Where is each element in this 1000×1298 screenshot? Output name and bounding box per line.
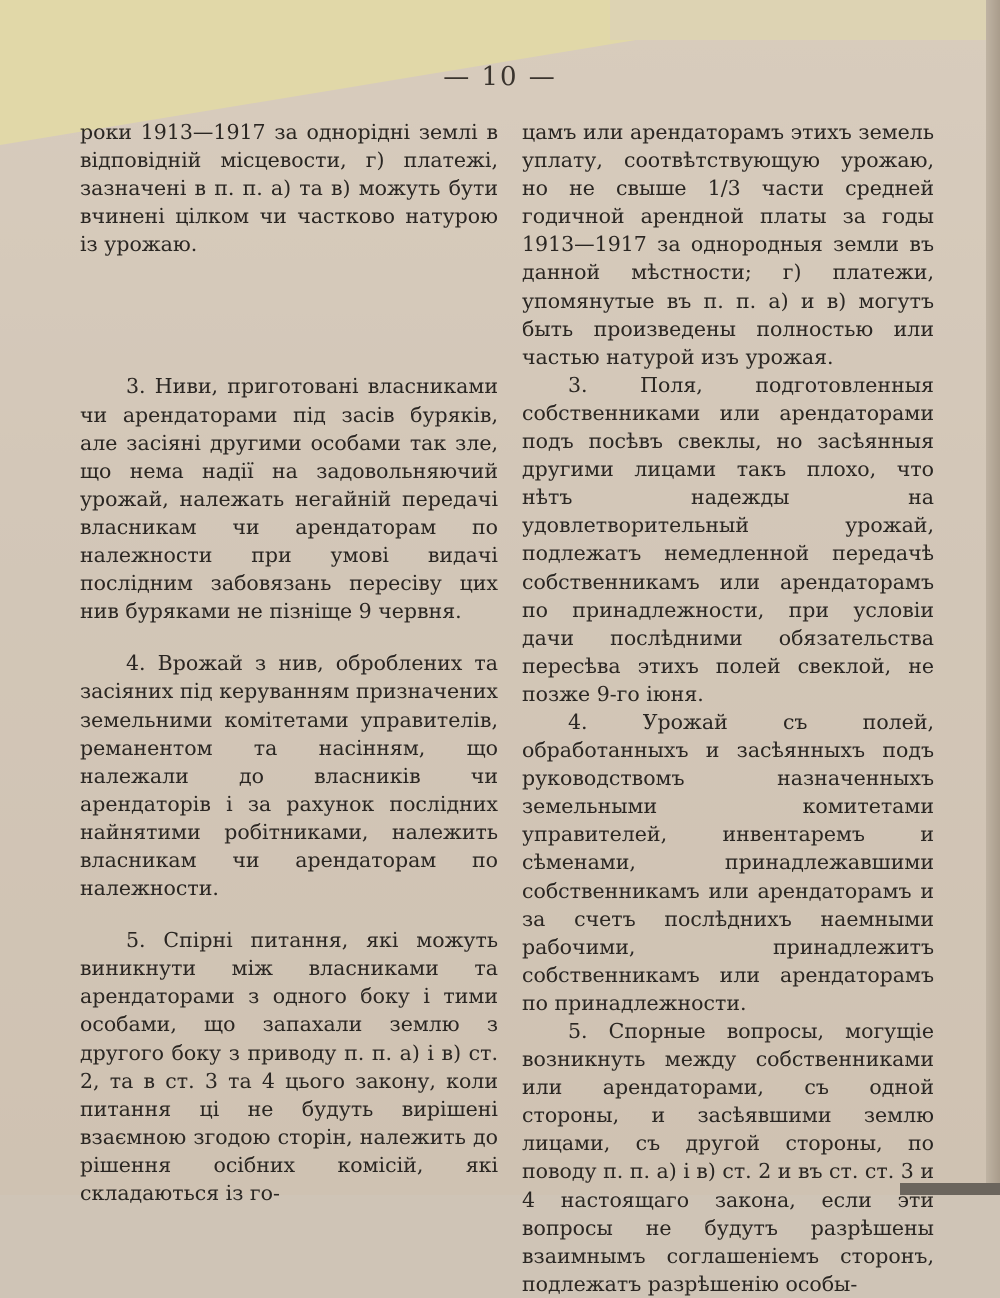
right-paragraph-4: 4. Урожай съ полей, обработанныхъ и засѣянныхъ подъ руководствомъ назначенныхъ земельными комитетами управителей, инвентаремъ и сѣменами, принадлежавшими собственникамъ или арендаторамъ и за счетъ послѣднихъ наемными рабочими, принадлежитъ собственникамъ или арендаторамъ по принадлежности. (522, 709, 934, 1015)
paper-overlay-strip-right (610, 0, 1000, 40)
page-number: — 10 — (443, 62, 557, 92)
page-edge (986, 0, 1000, 1195)
right-paragraph-3: 3. Поля, подготовленныя собственниками или арендаторами подъ посѣвъ свеклы, но засѣянныя другими лицами такъ плохо, что нѣтъ надежды на удовлетворительный урожай, подлежатъ немедленной передачѣ собственникамъ или арендаторамъ по принадлежности, при условіи дачи послѣдними обязательства пересѣва этихъ полей свеклой, не позже 9-го іюня. (522, 372, 934, 706)
right-column-russian (522, 118, 934, 1298)
left-paragraph-continuation: роки 1913—1917 за однорідні землі в відповідній місцевости, г) платежі, зазначені в п. п. а) та в) можуть бути вчинені цілком чи частково натурою із урожаю. (80, 120, 498, 257)
left-paragraph-3: 3. Ниви, приготовані власниками чи арендаторами під засів буряків, але засіяні другими особами так зле, що нема надії на задовольняючий урожай, належать негайній передачі власникам чи арендаторам по належности при умові видачі послідним забовязань пересіву цих нив буряками не пізніще 9 червня. (80, 374, 498, 624)
left-column-ukrainian (80, 118, 498, 1207)
left-paragraph-4: 4. Врожай з нив, оброблених та засіяних під керуванням призначених земельними комітетами управителів, реманентом та насінням, що належали до власників чи арендаторів і за рахунок послідних найнятими робітниками, належить власникам чи арендаторам по належности. (80, 651, 498, 901)
right-paragraph-continuation: цамъ или арендаторамъ этихъ земель уплату, соотвѣтствующую урожаю, но не свыше 1/3 части средней годичной арендной платы за годы 1913—1917 за однородныя земли въ данной мѣстности; г) платежи, упомянутые въ п. п. а) и в) могутъ быть произведены полностью или частью натурой изъ урожая. (522, 120, 934, 369)
right-paragraph-5: 5. Спорные вопросы, могущіе возникнуть между собственниками или арендаторами, съ одной стороны, и засѣявшими землю лицами, съ другой стороны, по поводу п. п. а) і в) ст. 2 и въ ст. ст. 3 и 4 настоящаго закона, если эти вопросы не будутъ разрѣшены взаимнымъ соглашеніемъ сторонъ, подлежатъ разрѣшенію особы- (522, 1019, 934, 1296)
left-paragraph-5: 5. Спірні питання, які можуть виникнути між власниками та арендаторами з одного боку і тими особами, що запахали землю з другого боку з приводу п. п. а) і в) ст. 2, та в ст. 3 та 4 цього закону, коли питання ці не будуть вирішені взаємною згодою сторін, належить до рішення осібних комісій, які складаються із го- (80, 928, 498, 1205)
